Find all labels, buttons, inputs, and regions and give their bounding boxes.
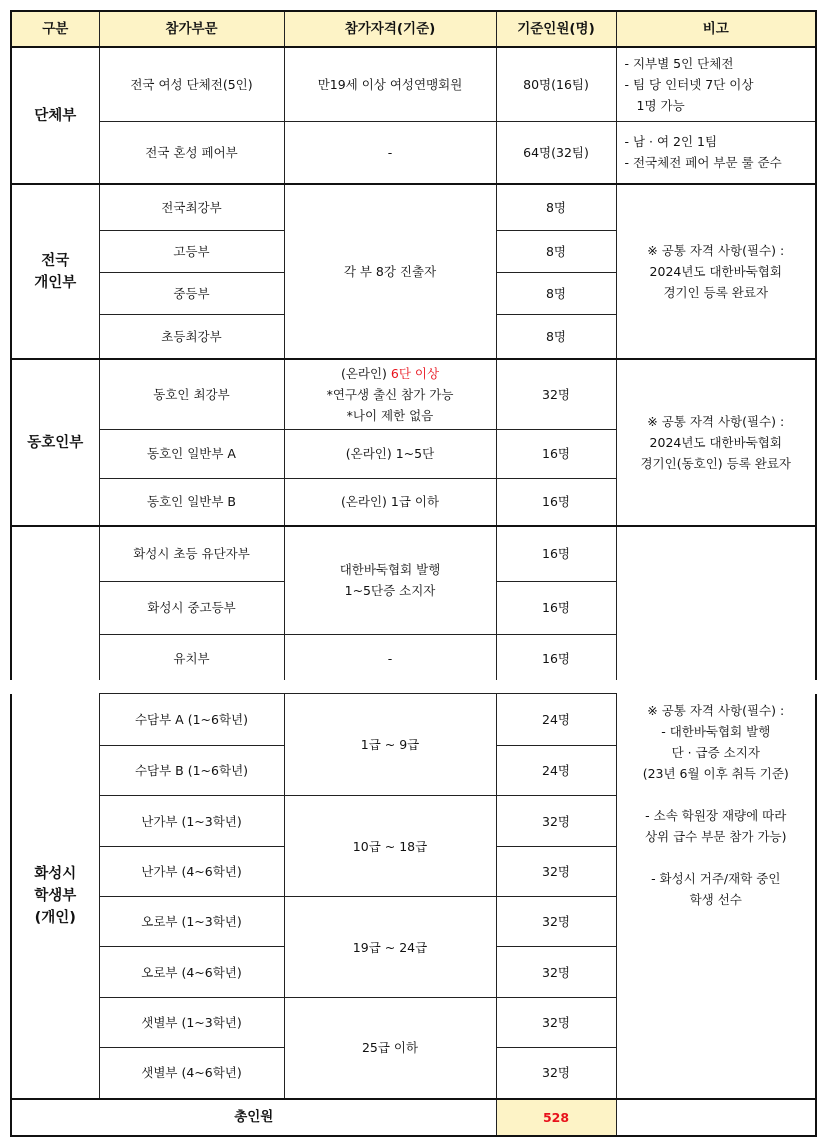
- count-cell: 32명: [496, 847, 616, 897]
- header-notes: 비고: [616, 11, 816, 47]
- division-cell: 동호인 최강부: [99, 359, 284, 429]
- count-cell: 32명: [496, 998, 616, 1048]
- note-line: - 지부별 5인 단체전: [624, 55, 734, 71]
- qual-line: *연구생 출신 참가 가능: [326, 386, 454, 402]
- participation-table-part1: [10, 10, 817, 685]
- division-cell: 전국 혼성 페어부: [99, 121, 284, 184]
- count-cell: 16명: [496, 526, 616, 581]
- group-label: [11, 694, 99, 1099]
- note-line: (23년 6월 이후 취득 기준): [642, 765, 789, 781]
- qual-highlight: 6단 이상: [390, 365, 440, 381]
- group-label: [11, 184, 99, 359]
- group-label-line: 개인부: [34, 274, 77, 291]
- group-label-line: 전국: [41, 252, 70, 269]
- count-cell: 16명: [496, 429, 616, 478]
- note-line: ※ 공통 자격 사항(필수) :: [647, 243, 785, 258]
- count-cell: 16명: [496, 581, 616, 634]
- division-cell: 샛별부 (1~3학년): [99, 998, 284, 1048]
- count-cell: 8명: [496, 230, 616, 272]
- qualification-cell: 25급 이하: [284, 998, 496, 1099]
- group-label: 동호인부: [11, 359, 99, 526]
- qual-line: 1~5단증 소지자: [344, 583, 436, 599]
- division-cell: 초등최강부: [99, 314, 284, 359]
- division-cell: 오로부 (1~3학년): [99, 897, 284, 947]
- division-cell: 난가부 (1~3학년): [99, 796, 284, 847]
- division-cell: 화성시 초등 유단자부: [99, 526, 284, 581]
- group-label-empty: [11, 526, 99, 684]
- qualification-cell: 19급 ~ 24급: [284, 897, 496, 998]
- note-line: - 소속 학원장 재량에 따라: [645, 807, 787, 823]
- qualification-cell: 만19세 이상 여성연맹회원: [284, 47, 496, 121]
- note-line: ※ 공통 자격 사항(필수) :: [647, 702, 785, 718]
- note-line: 경기인 등록 완료자: [663, 285, 769, 300]
- division-cell: 중등부: [99, 272, 284, 314]
- count-cell: 24명: [496, 746, 616, 796]
- qualification-cell: (온라인) 1급 이하: [284, 478, 496, 526]
- qualification-cell: 10급 ~ 18급: [284, 796, 496, 897]
- group-label-line: 화성시: [34, 865, 77, 882]
- count-cell: 24명: [496, 694, 616, 746]
- division-cell: 전국 여성 단체전(5인): [99, 47, 284, 121]
- note-spacer: [617, 847, 816, 868]
- qualification-cell: (온라인) 1~5단: [284, 429, 496, 478]
- table-header: [11, 11, 816, 47]
- division-cell: 동호인 일반부 A: [99, 429, 284, 478]
- division-cell: 유치부: [99, 634, 284, 684]
- qual-line: 대한바둑협회 발행: [339, 562, 441, 578]
- table-row: [11, 694, 816, 746]
- qual-line: [285, 363, 496, 384]
- division-cell: 고등부: [99, 230, 284, 272]
- note-line: 2024년도 대한바둑협회: [649, 264, 782, 279]
- notes-cell-empty: [616, 526, 816, 684]
- total-value: 528: [496, 1099, 616, 1136]
- division-cell: 수담부 A (1~6학년): [99, 694, 284, 746]
- count-cell: 32명: [496, 1048, 616, 1099]
- note-line: 단 · 급증 소지자: [671, 744, 760, 760]
- count-cell: 32명: [496, 897, 616, 947]
- qualification-cell: 각 부 8강 진출자: [284, 184, 496, 359]
- qual-prefix: (온라인): [340, 365, 391, 381]
- total-notes-empty: [616, 1099, 816, 1136]
- header-count: 기준인원(명): [496, 11, 616, 47]
- table-row: [11, 359, 816, 429]
- note-line: 2024년도 대한바둑협회: [649, 435, 782, 450]
- division-cell: 동호인 일반부 B: [99, 478, 284, 526]
- note-line: 상위 급수 부문 참가 가능): [644, 828, 787, 844]
- count-cell: 32명: [496, 947, 616, 998]
- count-cell: 8명: [496, 314, 616, 359]
- qualification-cell: -: [284, 121, 496, 184]
- table-row: [11, 121, 816, 184]
- count-cell: 32명: [496, 359, 616, 429]
- note-line: 1명 가능: [636, 97, 685, 113]
- note-line: 학생 선수: [689, 891, 742, 907]
- notes-cell: [616, 694, 816, 1099]
- total-row: [11, 1099, 816, 1136]
- note-line: - 팀 당 인터넷 7단 이상: [624, 76, 754, 92]
- table-row: [11, 526, 816, 581]
- division-cell: 샛별부 (4~6학년): [99, 1048, 284, 1099]
- total-label: 총인원: [11, 1099, 496, 1136]
- count-cell: 16명: [496, 478, 616, 526]
- header-division: 참가부문: [99, 11, 284, 47]
- header-qualification: 참가자격(기준): [284, 11, 496, 47]
- notes-cell: [616, 184, 816, 359]
- note-line: - 전국체전 페어 부문 룰 준수: [624, 155, 782, 171]
- count-cell: 8명: [496, 272, 616, 314]
- note-line: 경기인(동호인) 등록 완료자: [640, 456, 792, 471]
- note-line: ※ 공통 자격 사항(필수) :: [647, 414, 785, 429]
- participation-table-part2: [10, 693, 817, 1137]
- division-cell: 오로부 (4~6학년): [99, 947, 284, 998]
- table-row: [11, 184, 816, 230]
- count-cell: 8명: [496, 184, 616, 230]
- group-label-line: (개인): [34, 909, 76, 926]
- division-cell: 화성시 중고등부: [99, 581, 284, 634]
- qualification-cell: [284, 526, 496, 634]
- division-cell: 수담부 B (1~6학년): [99, 746, 284, 796]
- note-line: - 남 · 여 2인 1팀: [624, 134, 718, 150]
- qualification-cell: -: [284, 634, 496, 684]
- note-line: - 대한바둑협회 발행: [661, 723, 771, 739]
- count-cell: 32명: [496, 796, 616, 847]
- header-category: 구분: [11, 11, 99, 47]
- page-break-gap: [8, 680, 820, 692]
- count-cell: 16명: [496, 634, 616, 684]
- qualification-cell: 1급 ~ 9급: [284, 694, 496, 796]
- qualification-cell: [284, 359, 496, 429]
- count-cell: 64명(32팀): [496, 121, 616, 184]
- group-label: 단체부: [11, 47, 99, 184]
- notes-cell: [616, 121, 816, 184]
- group-label-line: 학생부: [34, 887, 77, 904]
- notes-cell: [616, 47, 816, 121]
- note-spacer: [617, 784, 816, 805]
- notes-cell: [616, 359, 816, 526]
- count-cell: 80명(16팀): [496, 47, 616, 121]
- qual-line: *나이 제한 없음: [346, 407, 434, 423]
- note-line: - 화성시 거주/재학 중인: [651, 870, 781, 886]
- division-cell: 난가부 (4~6학년): [99, 847, 284, 897]
- division-cell: 전국최강부: [99, 184, 284, 230]
- table-row: [11, 47, 816, 121]
